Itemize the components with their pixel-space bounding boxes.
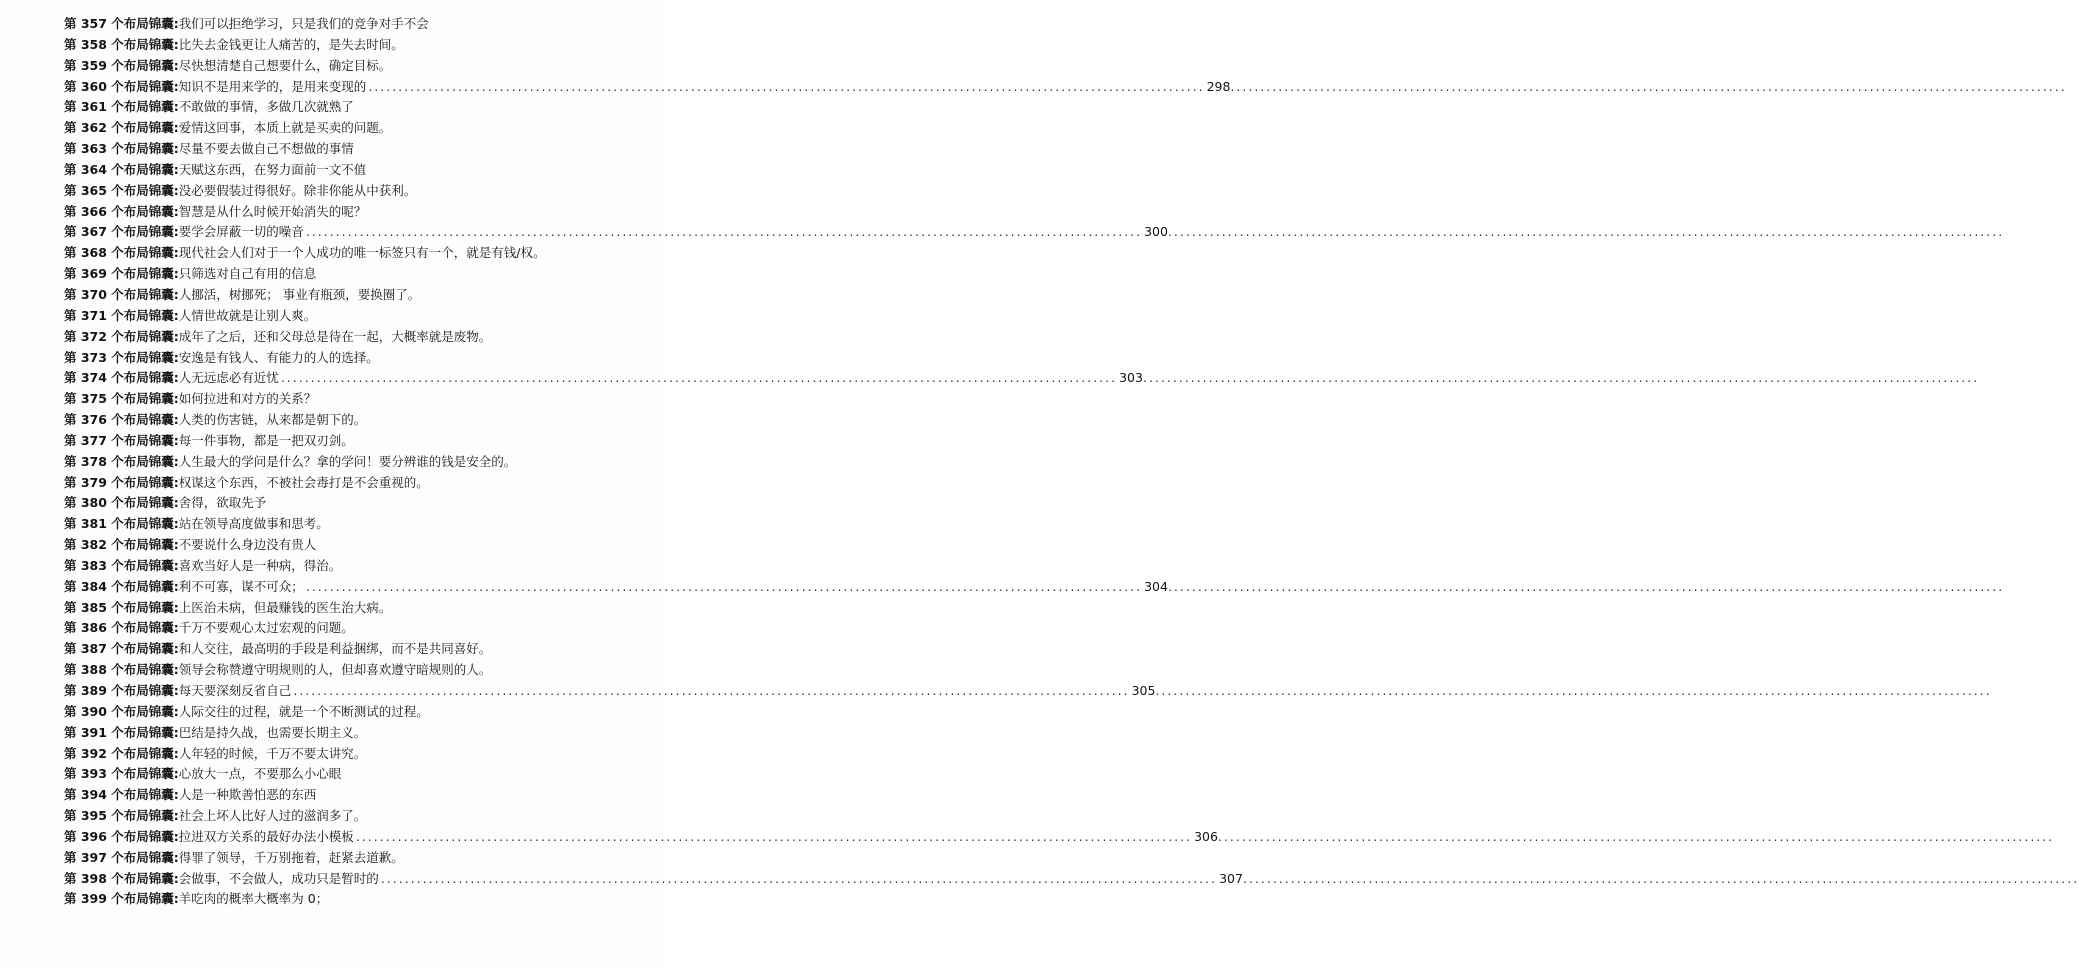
toc-entry-title: 千万不要观心太过宏观的问题。	[178, 620, 354, 636]
toc-entry-title: 智慧是从什么时候开始消失的呢？	[178, 203, 367, 219]
toc-entry-title: 权谋这个东西，不被社会毒打是不会重视的。	[178, 474, 429, 490]
toc-entry-label: 第 394 个布局锦囊:	[64, 787, 179, 803]
toc-entry	[64, 493, 624, 514]
dot-leader	[381, 869, 1217, 890]
toc-entry	[64, 869, 1243, 890]
dot-leader	[306, 577, 1142, 598]
toc-entry-title: 喜欢当好人是一种病，得治。	[178, 557, 342, 573]
toc-entry-label: 第 366 个布局锦囊:	[64, 203, 179, 219]
dot-leader	[368, 77, 1204, 98]
toc-entry-label: 第 392 个布局锦囊:	[64, 745, 179, 761]
toc-entry	[64, 118, 624, 139]
toc-entry	[64, 243, 624, 264]
dot-leader	[356, 827, 1192, 848]
toc-entry-label: 第 393 个布局锦囊:	[64, 766, 179, 782]
toc-entry	[64, 452, 624, 473]
toc-entry	[64, 35, 624, 56]
toc-entry	[64, 202, 624, 223]
toc-page-number: 305	[1131, 683, 1156, 698]
toc-entry-label: 第 359 个布局锦囊:	[64, 57, 179, 73]
toc-entry-label: 第 381 个布局锦囊:	[64, 516, 179, 532]
toc-entry-label: 第 368 个布局锦囊:	[64, 245, 179, 261]
toc-entry-title: 尽量不要去做自己不想做的事情	[178, 141, 354, 157]
toc-entry	[64, 681, 1156, 702]
toc-entry-title: 人类的伤害链，从来都是朝下的。	[178, 412, 367, 428]
toc-entry-label: 第 363 个布局锦囊:	[64, 141, 179, 157]
toc-entry-label: 第 370 个布局锦囊:	[64, 286, 179, 302]
dot-leader	[306, 222, 1142, 243]
toc-entry-label: 第 399 个布局锦囊:	[64, 891, 179, 907]
toc-entry	[64, 410, 624, 431]
toc-page-number: 304	[1144, 578, 1168, 594]
toc-entry-title: 成年了之后，还和父母总是待在一起，大概率就是废物。	[178, 328, 492, 344]
toc-entry-title: 巴结是持久战，也需要长期主义。	[178, 724, 367, 740]
toc-entry-title: 人是一种欺善怕恶的东西	[178, 787, 317, 803]
toc-entry-label: 第 389 个布局锦囊:	[64, 683, 179, 698]
toc-entry	[64, 431, 624, 452]
toc-page-number: 298	[1206, 78, 1231, 94]
toc-entry-title: 人无远虑必有近忧	[178, 370, 279, 386]
toc-entry-title: 人情世故就是让别人爽。	[178, 307, 317, 323]
toc-entry	[64, 535, 624, 556]
toc-entry	[64, 827, 1218, 848]
toc-entry	[64, 764, 624, 785]
toc-entry-title: 天赋这东西，在努力面前一文不值	[178, 161, 367, 177]
dot-leader-trailing	[1230, 77, 2066, 98]
toc-entry-title: 没必要假装过得很好。除非你能从中获利。	[178, 182, 417, 198]
toc-entry	[64, 264, 624, 285]
toc-entry-label: 第 387 个布局锦囊:	[64, 641, 179, 657]
toc-entry-title: 爱情这回事，本质上就是买卖的问题。	[178, 120, 392, 136]
toc-entry-label: 第 380 个布局锦囊:	[64, 495, 179, 511]
toc-entry-title: 上医治未病，但最赚钱的医生治大病。	[178, 599, 392, 615]
dot-leader-trailing	[1155, 681, 1991, 702]
toc-entry-title: 只筛选对自己有用的信息	[178, 266, 317, 282]
toc-entry-title: 要学会屏蔽一切的噪音	[178, 224, 304, 240]
toc-entry-title: 拉进双方关系的最好办法小模板	[178, 828, 354, 844]
dot-leader-trailing	[1243, 869, 2079, 890]
toc-entry-label: 第 382 个布局锦囊:	[64, 537, 179, 553]
toc-entry	[64, 285, 624, 306]
toc-entry-label: 第 398 个布局锦囊:	[64, 870, 179, 886]
toc-entry	[64, 56, 624, 77]
toc-entry	[64, 473, 624, 494]
toc-entry-label: 第 391 个布局锦囊:	[64, 724, 179, 740]
toc-entry-title: 现代社会人们对于一个人成功的唯一标签只有一个，就是有钱/权。	[178, 245, 546, 261]
toc-entry-title: 站在领导高度做事和思考。	[178, 516, 329, 532]
toc-entry	[64, 702, 624, 723]
toc-entry-label: 第 390 个布局锦囊:	[64, 703, 179, 719]
toc-entry-label: 第 388 个布局锦囊:	[64, 662, 179, 678]
toc-entry	[64, 327, 624, 348]
toc-page-number: 306	[1194, 828, 1218, 844]
toc-entry-label: 第 367 个布局锦囊:	[64, 224, 179, 240]
toc-entry-label: 第 357 个布局锦囊:	[64, 16, 179, 31]
toc-entry	[64, 389, 624, 410]
toc-entry-label: 第 396 个布局锦囊:	[64, 828, 179, 844]
toc-entry	[64, 618, 624, 639]
toc-page-number: 300	[1144, 224, 1168, 240]
toc-entry-label: 第 373 个布局锦囊:	[64, 349, 179, 365]
toc-entry	[64, 306, 624, 327]
toc-entry	[64, 723, 624, 744]
toc-entry-title: 安逸是有钱人、有能力的人的选择。	[178, 349, 379, 365]
toc-entry-label: 第 372 个布局锦囊:	[64, 328, 179, 344]
toc-entry-title: 每天要深刻反省自己	[178, 683, 292, 698]
toc-entry-label: 第 371 个布局锦囊:	[64, 307, 179, 323]
toc-entry-label: 第 361 个布局锦囊:	[64, 99, 179, 115]
toc-entry-label: 第 385 个布局锦囊:	[64, 599, 179, 615]
toc-entry-label: 第 397 个布局锦囊:	[64, 849, 179, 865]
toc-entry-label: 第 384 个布局锦囊:	[64, 578, 179, 594]
toc-entry	[64, 368, 1143, 389]
toc-entry-label: 第 386 个布局锦囊:	[64, 620, 179, 636]
toc-entry-title: 得罪了领导，千万别拖着，赶紧去道歉。	[178, 849, 404, 865]
toc-entry-label: 第 358 个布局锦囊:	[64, 36, 179, 52]
toc-entry-label: 第 395 个布局锦囊:	[64, 808, 179, 824]
toc-entry-title: 如何拉进和对方的关系？	[178, 391, 317, 407]
toc-entry-title: 每一件事物，都是一把双刃剑。	[178, 432, 354, 448]
dot-leader-trailing	[1218, 827, 2054, 848]
toc-entry	[64, 139, 624, 160]
toc-entry-label: 第 378 个布局锦囊:	[64, 453, 179, 469]
toc-entry-title: 人生最大的学问是什么？拿的学问！要分辨谁的钱是安全的。	[178, 453, 517, 469]
toc-page-number: 303	[1119, 370, 1143, 386]
toc-entry-title: 不敢做的事情，多做几次就熟了	[178, 99, 354, 115]
dot-leader-trailing	[1143, 368, 1979, 389]
toc-entry	[64, 77, 1231, 98]
toc-entry-title: 比失去金钱更让人痛苦的，是失去时间。	[178, 36, 404, 52]
toc-entry-title: 知识不是用来学的，是用来变现的	[178, 78, 367, 94]
toc-entry	[64, 577, 1168, 598]
toc-entry	[64, 348, 624, 369]
toc-entry	[64, 181, 624, 202]
toc-entry	[64, 556, 624, 577]
toc-entry-label: 第 383 个布局锦囊:	[64, 557, 179, 573]
dot-leader-trailing	[1168, 222, 2004, 243]
toc-entry	[64, 848, 624, 869]
dot-leader	[281, 368, 1117, 389]
toc-entry-title: 不要说什么身边没有贵人	[178, 537, 317, 553]
toc-entry	[64, 14, 624, 35]
toc-entry	[64, 97, 624, 118]
toc-entry-title: 社会上坏人比好人过的滋润多了。	[178, 808, 367, 824]
toc-entry-title: 人际交往的过程，就是一个不断测试的过程。	[178, 703, 429, 719]
toc-entry-label: 第 362 个布局锦囊:	[64, 120, 179, 136]
toc-entry-label: 第 376 个布局锦囊:	[64, 412, 179, 428]
toc-entry-label: 第 365 个布局锦囊:	[64, 182, 179, 198]
toc-entry	[64, 660, 624, 681]
toc-entry-title: 舍得，欲取先予	[178, 495, 267, 511]
toc-entry-title: 人挪活，树挪死； 事业有瓶颈，要换圈了。	[178, 286, 421, 302]
toc-entry-label: 第 369 个布局锦囊:	[64, 266, 179, 282]
toc-entry-title: 会做事，不会做人，成功只是暂时的	[178, 870, 379, 886]
toc-entry-label: 第 374 个布局锦囊:	[64, 370, 179, 386]
toc-entry	[64, 806, 624, 827]
toc-entry	[64, 744, 624, 765]
toc-entry-title: 尽快想清楚自己想要什么，确定目标。	[178, 57, 392, 73]
toc-entry-label: 第 377 个布局锦囊:	[64, 432, 179, 448]
toc-entry-label: 第 379 个布局锦囊:	[64, 474, 179, 490]
toc-entry-label: 第 360 个布局锦囊:	[64, 78, 179, 94]
toc-entry	[64, 598, 624, 619]
toc-entry-title: 羊吃肉的概率大概率为 0；	[178, 891, 329, 907]
dot-leader-trailing	[1168, 577, 2004, 598]
toc-page-number: 307	[1219, 870, 1243, 886]
toc-entry	[64, 785, 624, 806]
toc-entry-label: 第 375 个布局锦囊:	[64, 391, 179, 407]
toc-entry	[64, 514, 624, 535]
toc-entry	[64, 160, 624, 181]
toc-entry-title: 和人交往，最高明的手段是利益捆绑，而不是共同喜好。	[178, 641, 492, 657]
dot-leader	[293, 681, 1129, 702]
table-of-contents	[64, 14, 1243, 910]
toc-entry-title: 人年轻的时候，千万不要太讲究。	[178, 745, 367, 761]
toc-entry-title: 心放大一点，不要那么小心眼	[178, 766, 342, 782]
toc-entry-label: 第 364 个布局锦囊:	[64, 161, 179, 177]
toc-entry	[64, 639, 624, 660]
toc-entry	[64, 222, 1168, 243]
toc-entry	[64, 889, 624, 910]
toc-entry-title: 领导会称赞遵守明规则的人，但却喜欢遵守暗规则的人。	[178, 662, 492, 678]
toc-entry-title: 利不可寡，谋不可众；	[178, 578, 304, 594]
toc-entry-title: 我们可以拒绝学习，只是我们的竞争对手不会	[178, 16, 429, 31]
